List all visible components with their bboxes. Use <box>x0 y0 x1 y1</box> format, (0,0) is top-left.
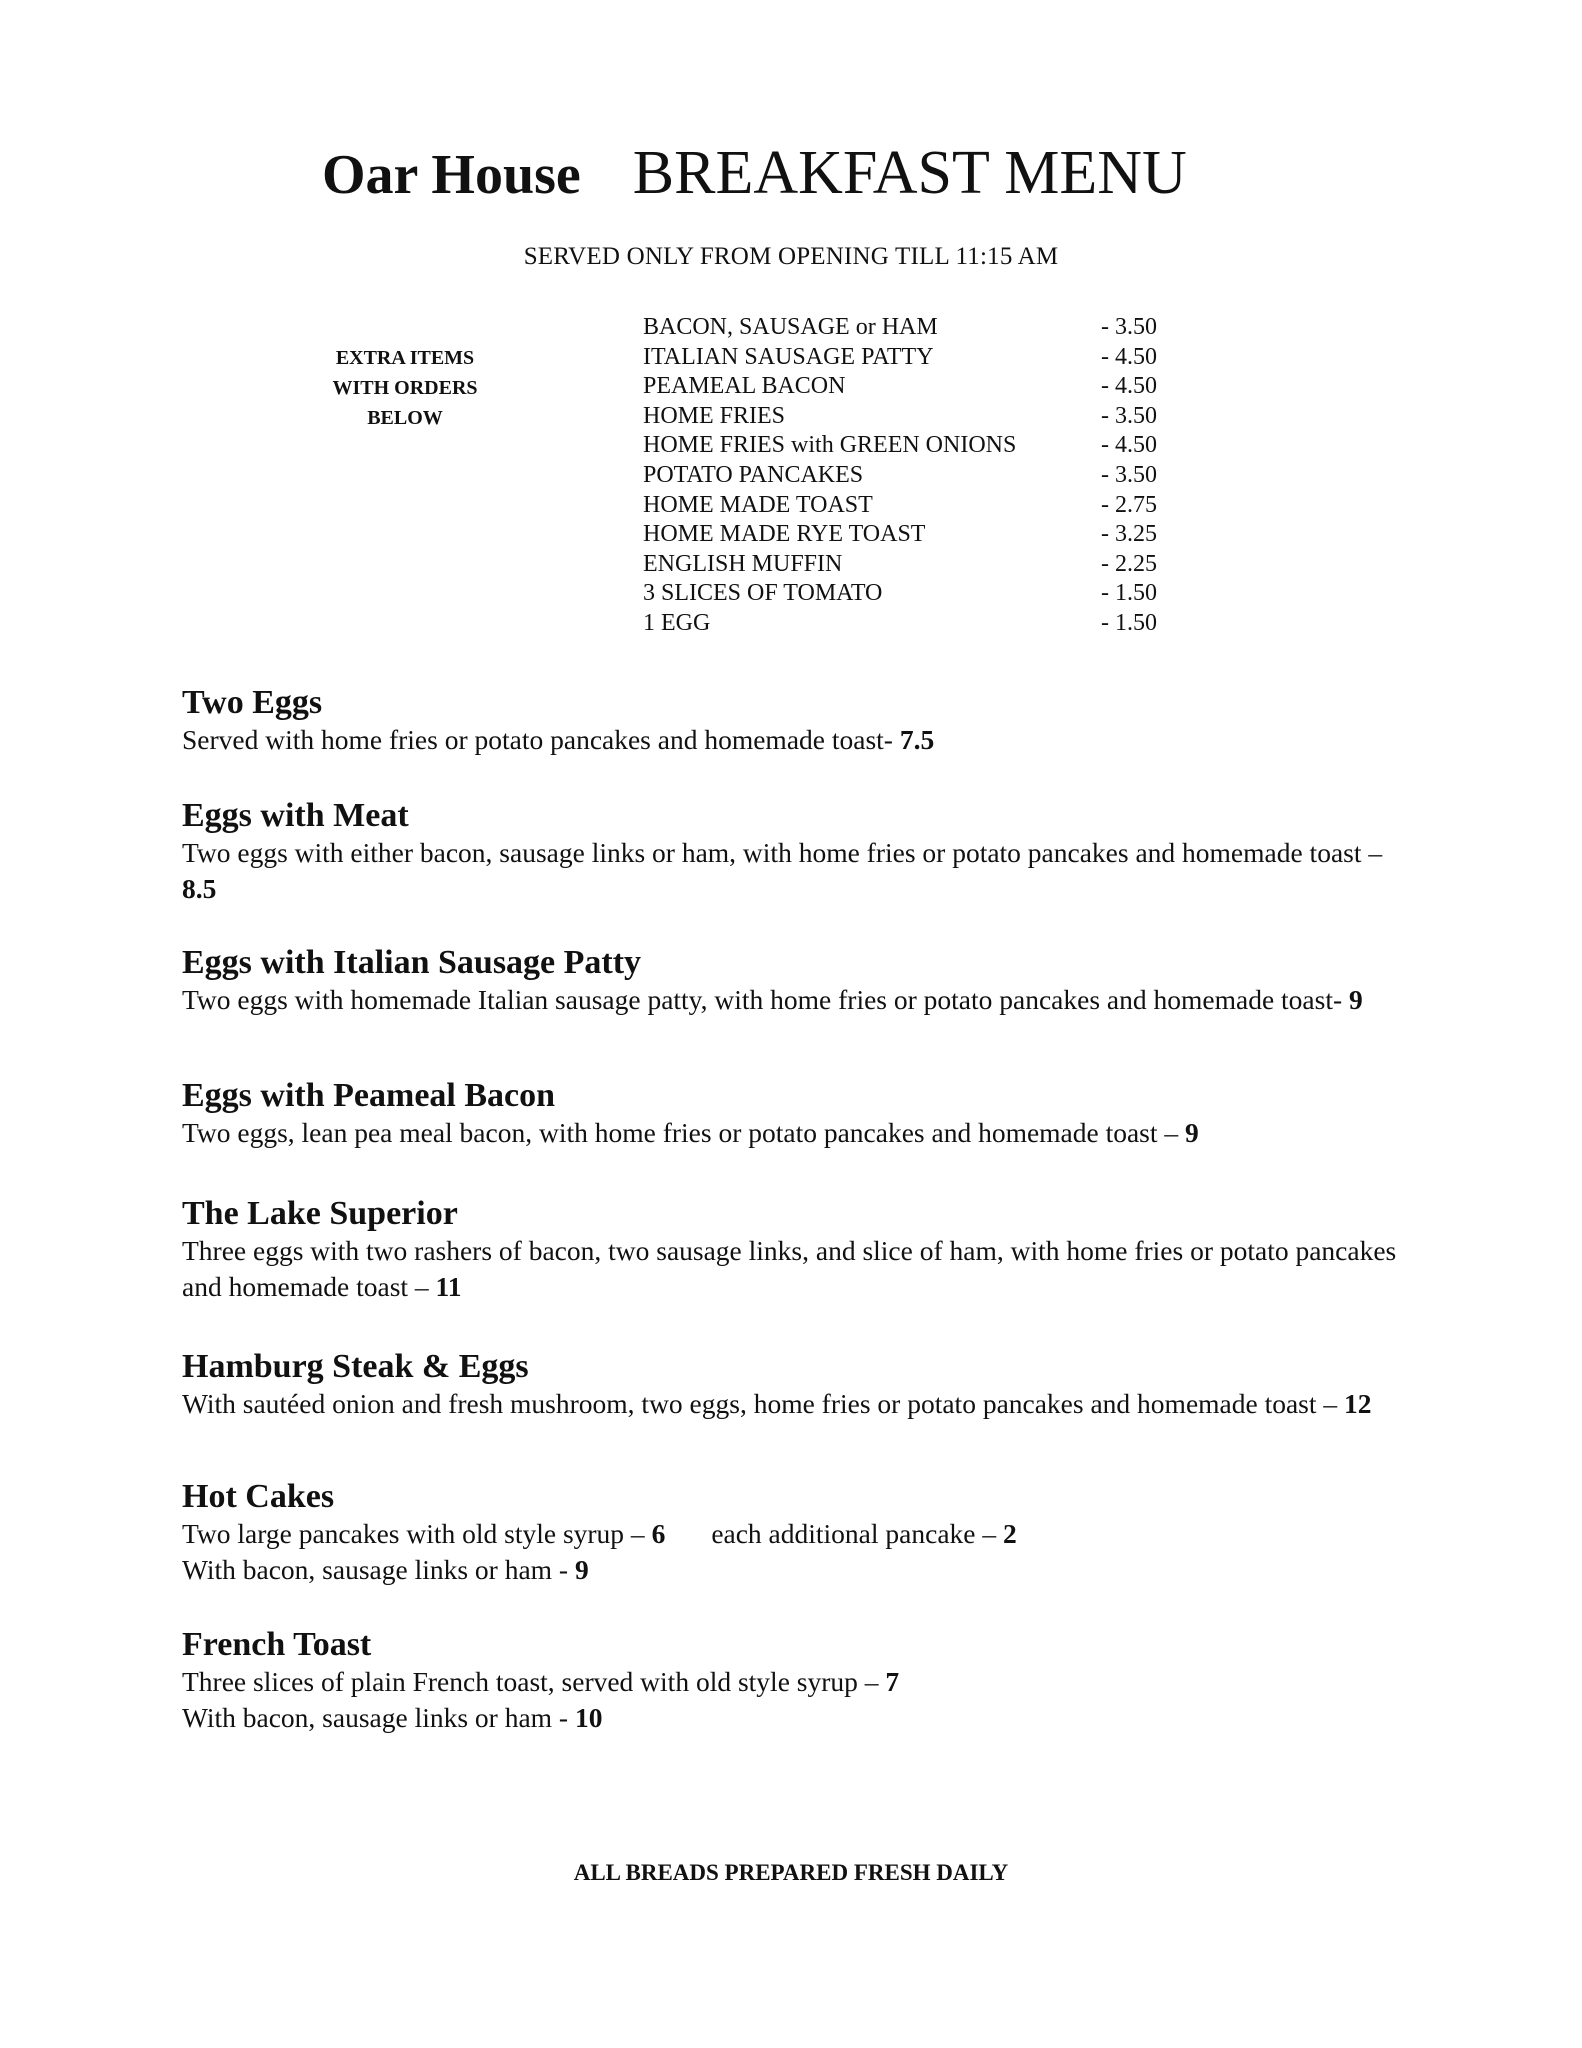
menu-item-price: 9 <box>1349 984 1363 1015</box>
extras-note-line: BELOW <box>367 407 443 429</box>
extra-item <box>643 491 1183 521</box>
menu-item-hot-cakes <box>182 1478 1422 1588</box>
extra-item-name: HOME FRIES <box>643 402 786 429</box>
menu-item-price: 7 <box>885 1666 900 1697</box>
extra-item-price: - 2.75 <box>1101 491 1157 518</box>
menu-item-price: 2 <box>1002 1518 1017 1549</box>
menu-item-price: 9 <box>574 1554 589 1585</box>
menu-name: BREAKFAST MENU <box>632 139 1187 207</box>
extra-item-name: POTATO PANCAKES <box>643 461 864 488</box>
extra-item-name: ITALIAN SAUSAGE PATTY <box>643 343 934 370</box>
extras-note-line: EXTRA ITEMS <box>335 347 475 369</box>
menu-title <box>322 138 1187 209</box>
menu-item-price: 8.5 <box>182 873 217 904</box>
extra-item-price: - 4.50 <box>1101 432 1157 459</box>
extra-item-price: - 3.50 <box>1101 461 1157 488</box>
menu-item-eggs-with-meat <box>182 797 1422 907</box>
menu-item-description: Two eggs with either bacon, sausage links or ham, with home fries or potato pancakes and homemade toast – 8.5 <box>182 837 1383 904</box>
menu-item-description: With bacon, sausage links or ham - 10 <box>182 1702 603 1733</box>
extra-item <box>643 520 1183 550</box>
extra-item <box>643 402 1183 432</box>
menu-item-eggs-with-peameal-bacon <box>182 1077 1422 1151</box>
menu-item-description: Three eggs with two rashers of bacon, two sausage links, and slice of ham, with home fries or potato pancakes and homemade toast – 11 <box>182 1235 1397 1302</box>
menu-item-price: 11 <box>435 1271 462 1302</box>
footer-note: ALL BREADS PREPARED FRESH DAILY <box>573 1860 1009 1885</box>
menu-item-description: With sautéed onion and fresh mushroom, two eggs, home fries or potato pancakes and homemade toast – 12 <box>182 1388 1372 1419</box>
menu-item-description: Two eggs, lean pea meal bacon, with home fries or potato pancakes and homemade toast – 9 <box>182 1117 1199 1148</box>
menu-item-name: Two Eggs <box>182 684 323 721</box>
menu-item-description: Two eggs with homemade Italian sausage patty, with home fries or potato pancakes and homemade toast- 9 <box>182 984 1363 1015</box>
menu-item-price: 9 <box>1185 1117 1199 1148</box>
menu-item-name: Eggs with Italian Sausage Patty <box>182 944 642 981</box>
extra-item-name: HOME MADE TOAST <box>643 491 873 518</box>
extra-item-price: - 1.50 <box>1101 609 1157 636</box>
menu-item-description: Three slices of plain French toast, served with old style syrup – 7 <box>182 1666 900 1697</box>
extra-item-name: HOME MADE RYE TOAST <box>643 521 926 548</box>
extra-item-price: - 3.25 <box>1101 521 1157 548</box>
extra-item-name: BACON, SAUSAGE or HAM <box>643 314 938 340</box>
extra-item <box>643 431 1183 461</box>
menu-item-description: With bacon, sausage links or ham - 9 <box>182 1554 589 1585</box>
extras-note <box>300 343 510 433</box>
menu-item-price: 12 <box>1344 1388 1372 1419</box>
menu-item-eggs-with-italian-sausage-patty <box>182 944 1422 1018</box>
menu-item-price: 7.5 <box>899 724 935 755</box>
extra-item-name: HOME FRIES with GREEN ONIONS <box>643 432 1017 459</box>
extra-item-price: - 4.50 <box>1101 343 1157 370</box>
extra-item <box>643 313 1183 343</box>
menu-item-two-eggs <box>182 684 1422 758</box>
menu-item-french-toast <box>182 1626 1422 1736</box>
extra-item-price: - 3.50 <box>1101 402 1157 429</box>
extra-item <box>643 343 1183 373</box>
extra-item-price: - 1.50 <box>1101 580 1157 607</box>
menu-item-hamburg-steak-and-eggs <box>182 1348 1422 1422</box>
menu-item-description: Two large pancakes with old style syrup – 6 each additional pancake – 2 <box>182 1518 1017 1549</box>
menu-item-price: 10 <box>574 1702 603 1733</box>
extra-item <box>643 609 1183 639</box>
menu-item-the-lake-superior <box>182 1195 1422 1305</box>
menu-item-price: 6 <box>651 1518 666 1549</box>
serving-hours: SERVED ONLY FROM OPENING TILL 11:15 AM <box>523 243 1059 270</box>
extra-item-price: - 4.50 <box>1101 373 1157 400</box>
extra-item-name: PEAMEAL BACON <box>643 373 846 400</box>
extra-item <box>643 550 1183 580</box>
extras-note-line: WITH ORDERS <box>332 377 478 399</box>
extra-item-price: - 3.50 <box>1101 314 1157 340</box>
menu-item-description: Served with home fries or potato pancakes and homemade toast- 7.5 <box>182 724 935 755</box>
extra-item-name: ENGLISH MUFFIN <box>643 550 843 577</box>
restaurant-name: Oar House <box>322 144 581 206</box>
extra-item <box>643 579 1183 609</box>
extras-list <box>643 313 1183 639</box>
extra-item <box>643 372 1183 402</box>
menu-item-name: The Lake Superior <box>182 1195 458 1232</box>
extra-item-name: 1 EGG <box>643 609 711 636</box>
menu-item-name: French Toast <box>182 1626 372 1663</box>
extra-item-price: - 2.25 <box>1101 550 1157 577</box>
extra-item <box>643 461 1183 491</box>
menu-item-name: Hot Cakes <box>182 1478 335 1515</box>
menu-item-name: Hamburg Steak & Eggs <box>182 1348 529 1385</box>
menu-item-name: Eggs with Peameal Bacon <box>182 1077 556 1114</box>
extra-item-name: 3 SLICES OF TOMATO <box>643 580 883 607</box>
menu-item-name: Eggs with Meat <box>182 797 409 834</box>
